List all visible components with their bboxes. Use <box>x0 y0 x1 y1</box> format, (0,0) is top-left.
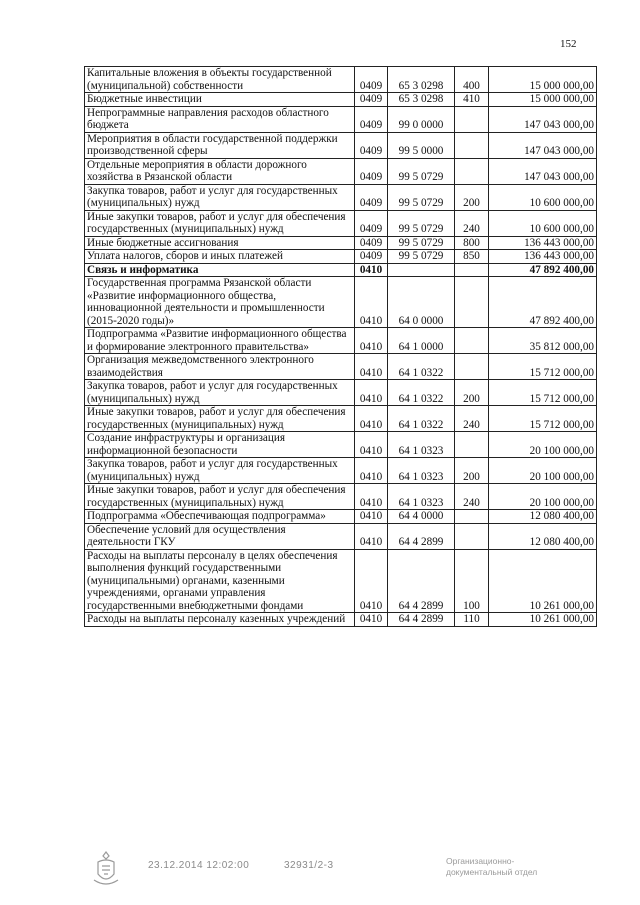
section-code-cell: 0410 <box>355 549 388 613</box>
section-code-cell: 0409 <box>355 132 388 158</box>
expense-type-code-cell <box>455 523 489 549</box>
amount-cell: 15 712 000,00 <box>489 380 597 406</box>
amount-cell: 147 043 000,00 <box>489 158 597 184</box>
expense-type-code-cell <box>455 510 489 524</box>
expense-type-code-cell: 410 <box>455 93 489 107</box>
amount-cell: 20 100 000,00 <box>489 432 597 458</box>
expense-type-code-cell: 200 <box>455 458 489 484</box>
expense-type-code-cell: 240 <box>455 210 489 236</box>
amount-cell: 10 600 000,00 <box>489 210 597 236</box>
name-cell: Государственная программа Рязанской области «Развитие информационного общества, инновационной деятельности и промышленности (2015-2020 годы)» <box>85 277 355 328</box>
expense-type-code-cell: 240 <box>455 484 489 510</box>
section-code-cell: 0410 <box>355 277 388 328</box>
target-article-code-cell: 99 5 0729 <box>388 158 455 184</box>
amount-cell: 12 080 400,00 <box>489 510 597 524</box>
section-code-cell: 0410 <box>355 458 388 484</box>
table-row <box>85 432 597 458</box>
name-cell: Иные закупки товаров, работ и услуг для обеспечения государственных (муниципальных) нужд <box>85 406 355 432</box>
amount-cell: 12 080 400,00 <box>489 523 597 549</box>
amount-cell: 15 712 000,00 <box>489 354 597 380</box>
target-article-code-cell: 64 1 0322 <box>388 380 455 406</box>
amount-cell: 136 443 000,00 <box>489 236 597 250</box>
section-code-cell: 0409 <box>355 106 388 132</box>
amount-cell: 10 261 000,00 <box>489 549 597 613</box>
table-row <box>85 406 597 432</box>
stamp-org-line-2: документальный отдел <box>446 867 538 877</box>
budget-table-body <box>85 67 597 627</box>
expense-type-code-cell <box>455 354 489 380</box>
section-code-cell: 0409 <box>355 158 388 184</box>
name-cell: Иные закупки товаров, работ и услуг для обеспечения государственных (муниципальных) нужд <box>85 484 355 510</box>
section-code-cell: 0410 <box>355 510 388 524</box>
name-cell: Закупка товаров, работ и услуг для государственных (муниципальных) нужд <box>85 184 355 210</box>
expense-type-code-cell: 200 <box>455 184 489 210</box>
name-cell: Иные бюджетные ассигнования <box>85 236 355 250</box>
table-row <box>85 328 597 354</box>
amount-cell: 15 712 000,00 <box>489 406 597 432</box>
section-code-cell: 0410 <box>355 432 388 458</box>
target-article-code-cell: 99 0 0000 <box>388 106 455 132</box>
expense-type-code-cell: 110 <box>455 613 489 627</box>
name-cell: Расходы на выплаты персоналу в целях обеспечения выполнения функций государственными (муниципальными) органами, казенными учреждениями, органами управления государственными внебюджетными фондами <box>85 549 355 613</box>
name-cell: Расходы на выплаты персоналу казенных учреждений <box>85 613 355 627</box>
name-cell: Уплата налогов, сборов и иных платежей <box>85 250 355 264</box>
target-article-code-cell: 64 1 0000 <box>388 328 455 354</box>
section-code-cell: 0409 <box>355 184 388 210</box>
name-cell: Подпрограмма «Развитие информационного общества и формирование электронного правительства» <box>85 328 355 354</box>
section-code-cell: 0410 <box>355 484 388 510</box>
stamp-code: 32931/2-3 <box>284 860 334 871</box>
amount-cell: 147 043 000,00 <box>489 106 597 132</box>
target-article-code-cell: 64 1 0323 <box>388 484 455 510</box>
table-row <box>85 67 597 93</box>
section-code-cell: 0410 <box>355 354 388 380</box>
name-cell: Мероприятия в области государственной поддержки производственной сферы <box>85 132 355 158</box>
section-code-cell: 0409 <box>355 210 388 236</box>
target-article-code-cell: 64 4 2899 <box>388 613 455 627</box>
amount-cell: 136 443 000,00 <box>489 250 597 264</box>
name-cell: Отдельные мероприятия в области дорожного хозяйства в Рязанской области <box>85 158 355 184</box>
table-row <box>85 250 597 264</box>
table-row <box>85 236 597 250</box>
stamp-organization <box>446 856 537 878</box>
expense-type-code-cell: 850 <box>455 250 489 264</box>
amount-cell: 10 261 000,00 <box>489 613 597 627</box>
page-number: 152 <box>560 38 577 50</box>
table-row <box>85 510 597 524</box>
footer-stamp <box>84 850 604 890</box>
target-article-code-cell: 64 1 0322 <box>388 354 455 380</box>
name-cell: Капитальные вложения в объекты государственной (муниципальной) собственности <box>85 67 355 93</box>
name-cell: Создание инфраструктуры и организация информационной безопасности <box>85 432 355 458</box>
section-code-cell: 0409 <box>355 250 388 264</box>
name-cell: Организация межведомственного электронного взаимодействия <box>85 354 355 380</box>
coat-of-arms-icon <box>90 850 122 888</box>
section-code-cell: 0409 <box>355 67 388 93</box>
name-cell: Обеспечение условий для осуществления деятельности ГКУ <box>85 523 355 549</box>
target-article-code-cell: 64 4 2899 <box>388 549 455 613</box>
name-cell: Связь и информатика <box>85 263 355 277</box>
expense-type-code-cell <box>455 158 489 184</box>
expense-type-code-cell <box>455 432 489 458</box>
amount-cell: 47 892 400,00 <box>489 263 597 277</box>
table-row <box>85 523 597 549</box>
name-cell: Непрограммные направления расходов областного бюджета <box>85 106 355 132</box>
expense-type-code-cell <box>455 106 489 132</box>
amount-cell: 15 000 000,00 <box>489 67 597 93</box>
expense-type-code-cell: 100 <box>455 549 489 613</box>
target-article-code-cell: 99 5 0729 <box>388 250 455 264</box>
target-article-code-cell: 64 1 0323 <box>388 458 455 484</box>
name-cell: Иные закупки товаров, работ и услуг для обеспечения государственных (муниципальных) нужд <box>85 210 355 236</box>
amount-cell: 20 100 000,00 <box>489 484 597 510</box>
amount-cell: 147 043 000,00 <box>489 132 597 158</box>
amount-cell: 20 100 000,00 <box>489 458 597 484</box>
name-cell: Бюджетные инвестиции <box>85 93 355 107</box>
section-code-cell: 0409 <box>355 93 388 107</box>
section-code-cell: 0410 <box>355 613 388 627</box>
target-article-code-cell: 64 0 0000 <box>388 277 455 328</box>
table-row <box>85 484 597 510</box>
stamp-date: 23.12.2014 12:02:00 <box>148 860 250 871</box>
stamp-org-line-1: Организационно- <box>446 856 515 866</box>
section-code-cell: 0410 <box>355 380 388 406</box>
expense-type-code-cell <box>455 263 489 277</box>
target-article-code-cell: 99 5 0000 <box>388 132 455 158</box>
expense-type-code-cell: 240 <box>455 406 489 432</box>
table-row <box>85 184 597 210</box>
target-article-code-cell: 99 5 0729 <box>388 236 455 250</box>
expense-type-code-cell <box>455 132 489 158</box>
section-code-cell: 0410 <box>355 263 388 277</box>
table-row <box>85 277 597 328</box>
table-row <box>85 458 597 484</box>
target-article-code-cell <box>388 263 455 277</box>
table-row <box>85 613 597 627</box>
table-row <box>85 549 597 613</box>
target-article-code-cell: 65 3 0298 <box>388 93 455 107</box>
target-article-code-cell: 65 3 0298 <box>388 67 455 93</box>
section-code-cell: 0410 <box>355 523 388 549</box>
target-article-code-cell: 99 5 0729 <box>388 210 455 236</box>
expense-type-code-cell: 400 <box>455 67 489 93</box>
table-row <box>85 380 597 406</box>
target-article-code-cell: 64 4 0000 <box>388 510 455 524</box>
section-code-cell: 0409 <box>355 236 388 250</box>
table-row <box>85 354 597 380</box>
table-row <box>85 132 597 158</box>
table-row <box>85 210 597 236</box>
amount-cell: 10 600 000,00 <box>489 184 597 210</box>
expense-type-code-cell <box>455 277 489 328</box>
amount-cell: 35 812 000,00 <box>489 328 597 354</box>
expense-type-code-cell: 800 <box>455 236 489 250</box>
table-row <box>85 93 597 107</box>
target-article-code-cell: 64 4 2899 <box>388 523 455 549</box>
table-row <box>85 158 597 184</box>
amount-cell: 47 892 400,00 <box>489 277 597 328</box>
amount-cell: 15 000 000,00 <box>489 93 597 107</box>
table-row <box>85 263 597 277</box>
expense-type-code-cell: 200 <box>455 380 489 406</box>
name-cell: Подпрограмма «Обеспечивающая подпрограмма» <box>85 510 355 524</box>
name-cell: Закупка товаров, работ и услуг для государственных (муниципальных) нужд <box>85 458 355 484</box>
table-row <box>85 106 597 132</box>
target-article-code-cell: 64 1 0322 <box>388 406 455 432</box>
budget-table <box>84 66 597 627</box>
name-cell: Закупка товаров, работ и услуг для государственных (муниципальных) нужд <box>85 380 355 406</box>
section-code-cell: 0410 <box>355 406 388 432</box>
target-article-code-cell: 64 1 0323 <box>388 432 455 458</box>
target-article-code-cell: 99 5 0729 <box>388 184 455 210</box>
section-code-cell: 0410 <box>355 328 388 354</box>
expense-type-code-cell <box>455 328 489 354</box>
